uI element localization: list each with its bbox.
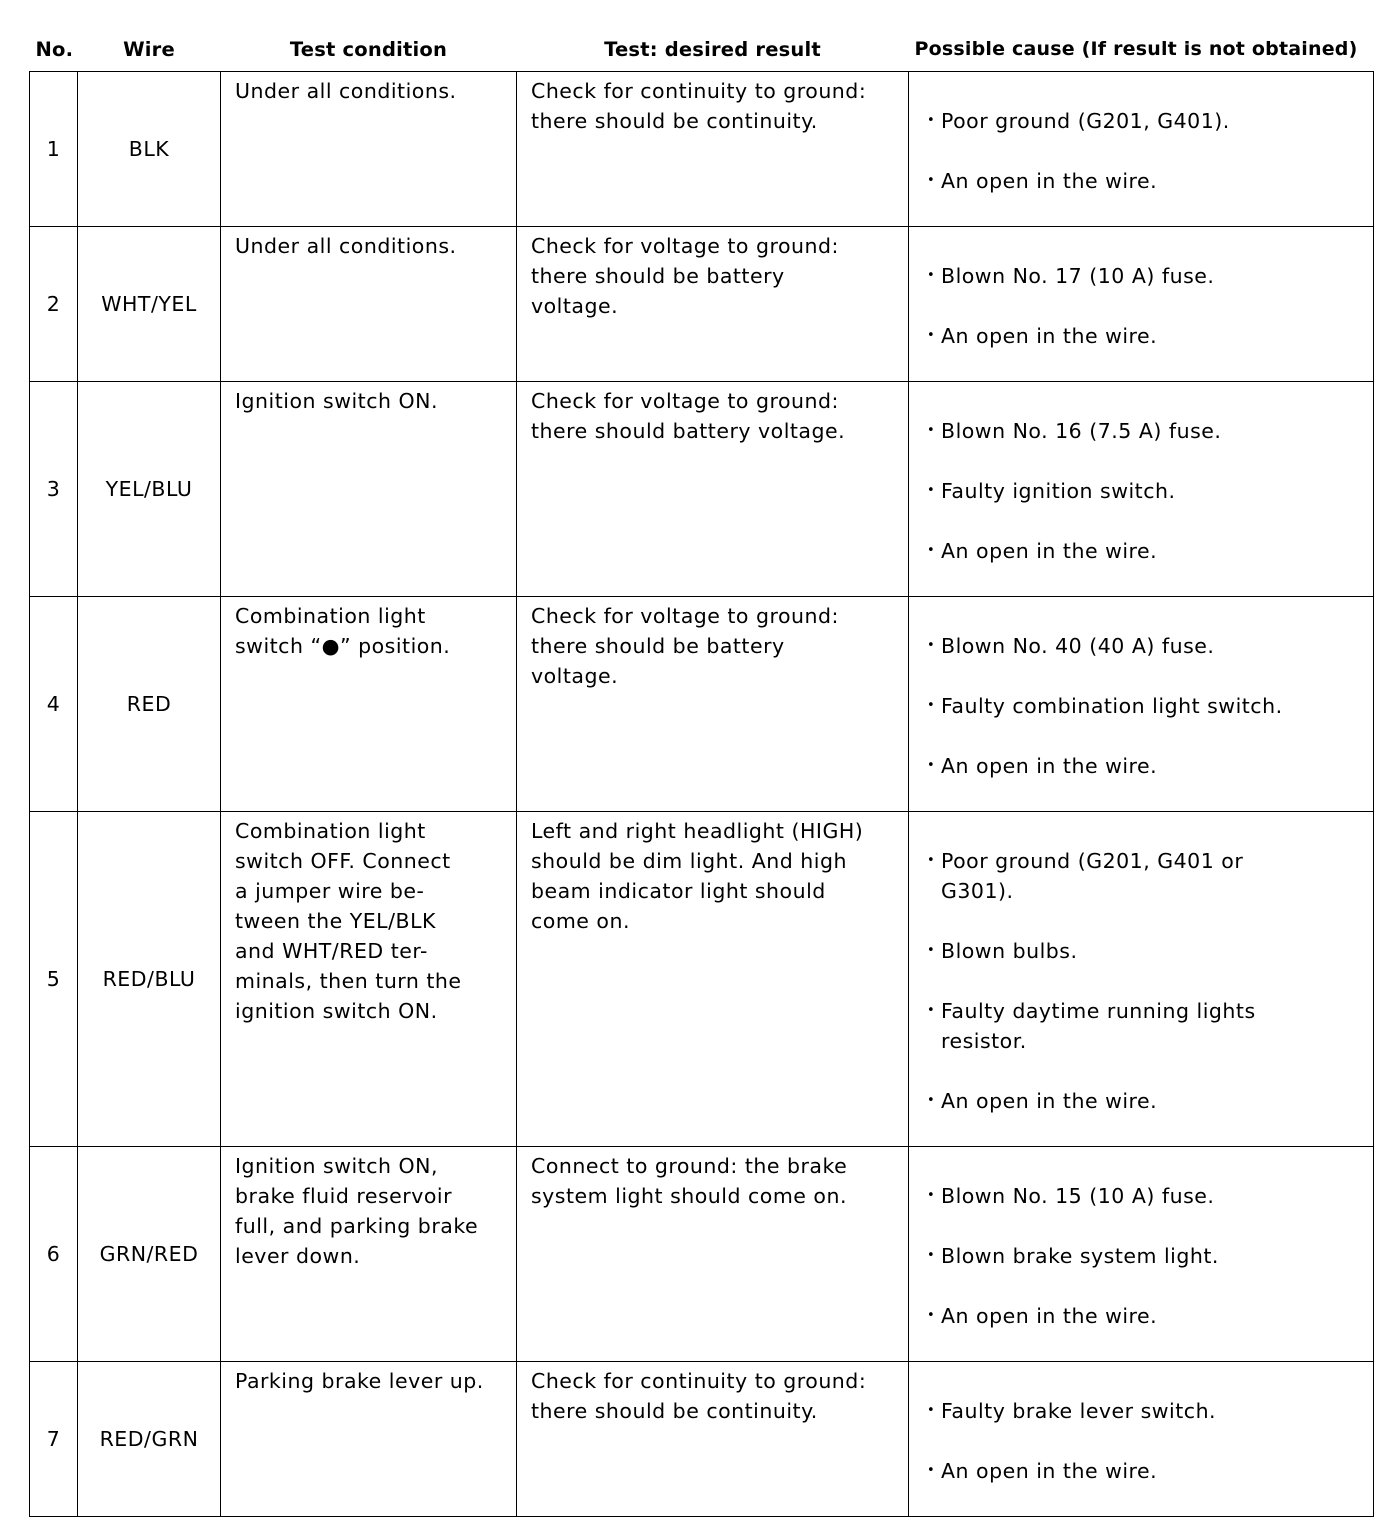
cause-item: • An open in the wire. (927, 1086, 1363, 1116)
possible-cause (909, 1362, 1374, 1517)
desired-result: Check for voltage to ground: there should be battery voltage. (517, 227, 909, 382)
test-condition: Ignition switch ON, brake fluid reservoir full, and parking brake lever down. (221, 1147, 517, 1362)
cause-item: • An open in the wire. (927, 166, 1363, 196)
test-condition: Under all conditions. (221, 72, 517, 227)
table-body (30, 72, 1374, 1517)
cause-item: • An open in the wire. (927, 1301, 1363, 1331)
test-condition: Ignition switch ON. (221, 382, 517, 597)
row-number: 3 (30, 382, 78, 597)
header-test-condition: Test condition (289, 37, 448, 61)
cause-item: • An open in the wire. (927, 751, 1363, 781)
wire-color: WHT/YEL (78, 227, 221, 382)
desired-result: Check for continuity to ground: there should be continuity. (517, 72, 909, 227)
table-row (30, 597, 1374, 812)
test-condition: Under all conditions. (221, 227, 517, 382)
header-row (30, 27, 1374, 72)
possible-cause (909, 1147, 1374, 1362)
cause-item: • Blown No. 17 (10 A) fuse. (927, 261, 1363, 291)
cause-item: • An open in the wire. (927, 536, 1363, 566)
table-row (30, 382, 1374, 597)
desired-result: Connect to ground: the brake system light should come on. (517, 1147, 909, 1362)
header-wire: Wire (123, 37, 175, 61)
table-header (30, 27, 1374, 72)
table-row (30, 72, 1374, 227)
cause-item: • Blown brake system light. (927, 1241, 1363, 1271)
row-number: 4 (30, 597, 78, 812)
desired-result: Left and right headlight (HIGH) should be dim light. And high beam indicator light should come on. (517, 812, 909, 1147)
wire-color: YEL/BLU (78, 382, 221, 597)
row-number: 2 (30, 227, 78, 382)
cause-item: • Blown bulbs. (927, 936, 1363, 966)
cause-item: • Blown No. 16 (7.5 A) fuse. (927, 416, 1363, 446)
cause-item: • Poor ground (G201, G401 or G301). (927, 846, 1363, 906)
header-no: No. (35, 37, 74, 61)
table-row (30, 1362, 1374, 1517)
row-number: 6 (30, 1147, 78, 1362)
cause-item: • Blown No. 40 (40 A) fuse. (927, 631, 1363, 661)
wire-test-table (29, 27, 1374, 1517)
possible-cause (909, 812, 1374, 1147)
wire-color: BLK (78, 72, 221, 227)
table-row (30, 1147, 1374, 1362)
wire-color: RED (78, 597, 221, 812)
table-row (30, 812, 1374, 1147)
test-condition: Combination light switch OFF. Connect a jumper wire be- tween the YEL/BLK and WHT/RED ter- minals, then turn the ignition switch ON. (221, 812, 517, 1147)
header-desired-result: Test: desired result (604, 37, 821, 61)
wire-color: GRN/RED (78, 1147, 221, 1362)
wire-color: RED/BLU (78, 812, 221, 1147)
cause-item: • Blown No. 15 (10 A) fuse. (927, 1181, 1363, 1211)
test-condition: Combination light switch “●” position. (221, 597, 517, 812)
cause-item: • Poor ground (G201, G401). (927, 106, 1363, 136)
desired-result: Check for voltage to ground: there should be battery voltage. (517, 597, 909, 812)
cause-item: • Faulty daytime running lights resistor. (927, 996, 1363, 1056)
possible-cause (909, 597, 1374, 812)
desired-result: Check for continuity to ground: there should be continuity. (517, 1362, 909, 1517)
possible-cause (909, 227, 1374, 382)
possible-cause (909, 72, 1374, 227)
header-possible-cause: Possible cause (If result is not obtained) (914, 38, 1358, 60)
cause-item: • Faulty brake lever switch. (927, 1396, 1363, 1426)
table-row (30, 227, 1374, 382)
row-number: 1 (30, 72, 78, 227)
cause-item: • Faulty ignition switch. (927, 476, 1363, 506)
possible-cause (909, 382, 1374, 597)
cause-item: • An open in the wire. (927, 1456, 1363, 1486)
cause-item: • An open in the wire. (927, 321, 1363, 351)
test-condition: Parking brake lever up. (221, 1362, 517, 1517)
cause-item: • Faulty combination light switch. (927, 691, 1363, 721)
row-number: 5 (30, 812, 78, 1147)
row-number: 7 (30, 1362, 78, 1517)
wire-color: RED/GRN (78, 1362, 221, 1517)
desired-result: Check for voltage to ground: there should battery voltage. (517, 382, 909, 597)
